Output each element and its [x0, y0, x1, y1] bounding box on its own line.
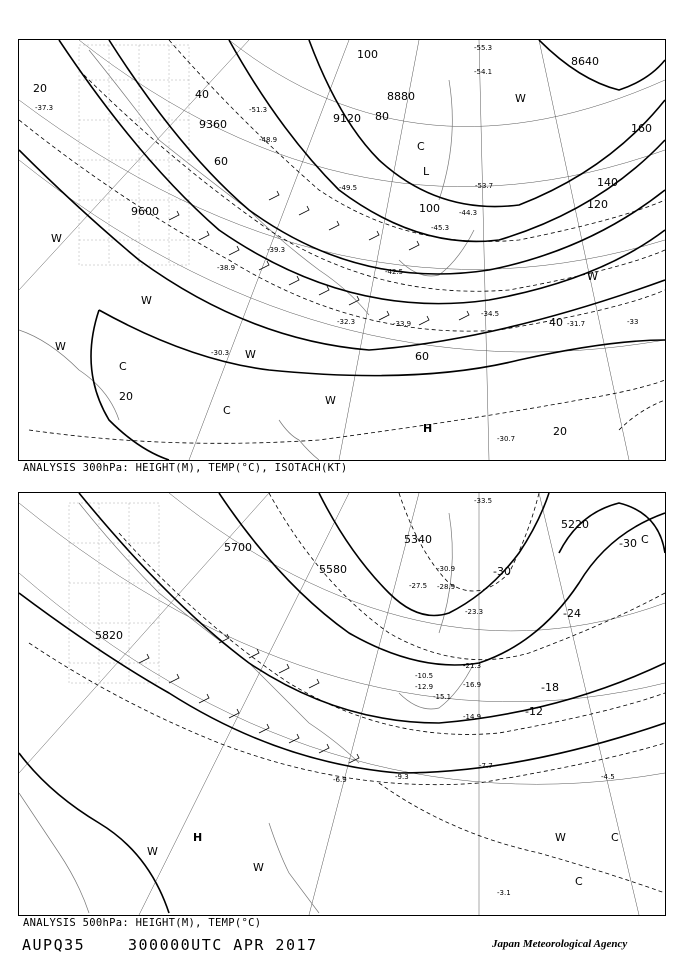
- isotach-label: 20: [553, 425, 567, 438]
- hatched-region: [69, 503, 159, 683]
- temperature-label: -51.3: [249, 106, 268, 114]
- temperature-label: -54.1: [474, 68, 493, 76]
- map-500hpa: [19, 493, 665, 915]
- warm-label: W: [55, 340, 66, 353]
- cold-center: C: [575, 875, 583, 888]
- temperature-label: -44.3: [459, 209, 478, 217]
- temperature-label: -12.9: [415, 683, 434, 691]
- wind-barbs: [139, 634, 359, 763]
- temperature-label: -3.1: [497, 889, 511, 897]
- temperature-label: -30.3: [211, 349, 230, 357]
- chart-300hpa: [18, 39, 666, 461]
- warm-label: W: [555, 831, 566, 844]
- valid-time: 300000UTC APR 2017: [128, 936, 318, 954]
- low-pressure-center: L: [423, 165, 430, 178]
- agency-name: Japan Meteorological Agency: [492, 938, 628, 950]
- graticule: [19, 493, 665, 915]
- temperature-label: -31.7: [567, 320, 586, 328]
- map-300hpa: [19, 40, 665, 460]
- temperature-label: -16.9: [463, 681, 482, 689]
- isotach-label: 100: [357, 48, 378, 61]
- caption-500hpa: ANALYSIS 500hPa: HEIGHT(M), TEMP(°C): [23, 917, 262, 929]
- warm-label: W: [147, 845, 158, 858]
- temperature-contour-label: -24: [563, 607, 581, 620]
- height-label: 9360: [199, 118, 227, 131]
- temperature-label: -10.5: [415, 672, 434, 680]
- isotach-label: 140: [597, 176, 618, 189]
- temperature-label: -27.5: [409, 582, 428, 590]
- temperature-label: -55.3: [474, 44, 493, 52]
- high-pressure-center: H: [193, 831, 203, 844]
- isotach-label: 100: [419, 202, 440, 215]
- isotach-label: 60: [415, 350, 429, 363]
- isotach-label: 120: [587, 198, 608, 211]
- warm-label: W: [325, 394, 336, 407]
- temperature-label: -7.7: [479, 762, 493, 770]
- height-label: 5580: [319, 563, 347, 576]
- caption-300hpa: ANALYSIS 300hPa: HEIGHT(M), TEMP(°C), ISOTACH(KT): [23, 462, 348, 474]
- temperature-label: -34.5: [481, 310, 500, 318]
- temperature-label: -23.3: [465, 608, 484, 616]
- cold-center: C: [223, 404, 231, 417]
- temperature-label: -45.3: [431, 224, 450, 232]
- isotach-label: 20: [119, 390, 133, 403]
- coastlines: [19, 50, 474, 460]
- height-label: 9120: [333, 112, 361, 125]
- temperature-label: -33.9: [393, 320, 412, 328]
- warm-label: W: [515, 92, 526, 105]
- height-label: 8640: [571, 55, 599, 68]
- temperature-label: -33: [627, 318, 639, 326]
- temperature-label: -14.9: [463, 713, 482, 721]
- temperature-label: -37.3: [35, 104, 54, 112]
- isotach-label: 20: [33, 82, 47, 95]
- height-label: 5700: [224, 541, 252, 554]
- cold-center: C: [641, 533, 649, 546]
- height-label: 5340: [404, 533, 432, 546]
- warm-label: W: [51, 232, 62, 245]
- height-label: 5220: [561, 518, 589, 531]
- height-label: 5820: [95, 629, 123, 642]
- height-label: 8880: [387, 90, 415, 103]
- temperature-label: -6.9: [333, 776, 347, 784]
- temperature-label: -15.1: [433, 693, 452, 701]
- temperature-label: -21.3: [463, 662, 482, 670]
- temperature-contour-label: -30: [493, 565, 511, 578]
- warm-label: W: [587, 270, 598, 283]
- cold-center: C: [611, 831, 619, 844]
- isotach-label: 60: [214, 155, 228, 168]
- height-contours-300: [19, 40, 665, 460]
- cold-center: C: [119, 360, 127, 373]
- height-contours-500: [19, 493, 665, 913]
- temperature-label: -32.3: [337, 318, 356, 326]
- warm-label: W: [141, 294, 152, 307]
- temperature-label: -53.7: [475, 182, 494, 190]
- temperature-label: -49.5: [339, 184, 358, 192]
- temperature-label: -39.3: [267, 246, 286, 254]
- warm-label: W: [253, 861, 264, 874]
- height-label: 9600: [131, 205, 159, 218]
- cold-center: C: [417, 140, 425, 153]
- isotach-label: 40: [195, 88, 209, 101]
- temperature-contour-label: -18: [541, 681, 559, 694]
- temperature-label: -9.3: [395, 773, 409, 781]
- temperature-label: -33.5: [474, 497, 493, 505]
- temperature-contour-label: -12: [525, 705, 543, 718]
- temperature-label: -30.9: [437, 565, 456, 573]
- temperature-label: -28.9: [437, 583, 456, 591]
- coastlines: [19, 503, 474, 913]
- product-code: AUPQ35: [22, 936, 86, 954]
- isotach-label: 80: [375, 110, 389, 123]
- graticule: [19, 40, 665, 460]
- temperature-label: -48.9: [259, 136, 278, 144]
- temperature-contours: [29, 493, 665, 893]
- isotachs: [19, 40, 665, 443]
- isotach-label: 40: [549, 316, 563, 329]
- temperature-label: -4.5: [601, 773, 615, 781]
- isotach-label: 160: [631, 122, 652, 135]
- warm-label: W: [245, 348, 256, 361]
- temperature-label: -38.9: [217, 264, 236, 272]
- temperature-contour-label: -30: [619, 537, 637, 550]
- chart-500hpa: [18, 492, 666, 916]
- temperature-label: -42.5: [385, 268, 404, 276]
- high-pressure-center: H: [423, 422, 433, 435]
- temperature-label: -30.7: [497, 435, 516, 443]
